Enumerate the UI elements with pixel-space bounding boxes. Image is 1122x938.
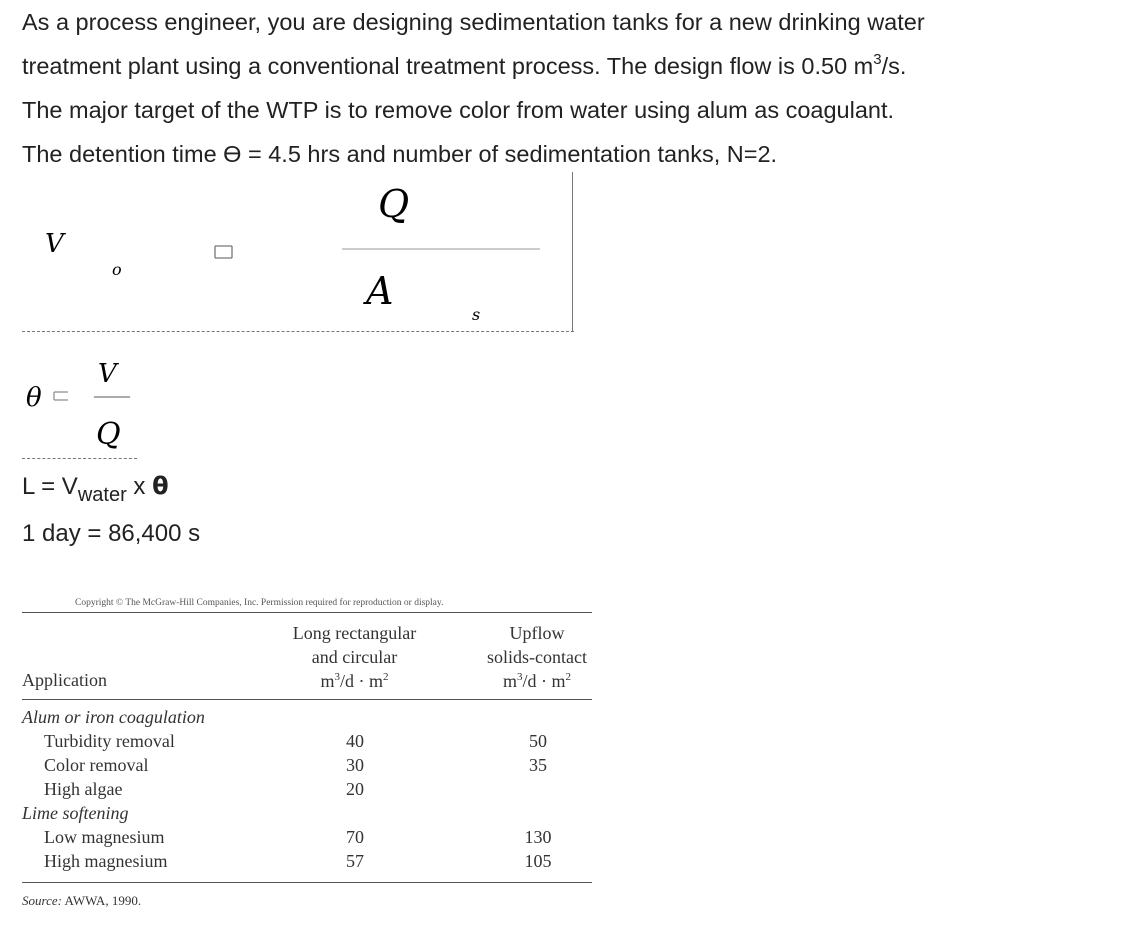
eq2-bottom-border (22, 458, 137, 459)
col2-unit-base: m (320, 671, 335, 691)
row-value-upflow: 50 (529, 731, 547, 751)
eq2-denominator-q: Q (96, 417, 121, 452)
col2-unit-mid: /d · m (340, 671, 383, 691)
table-row (22, 755, 592, 779)
col3-header-line2: solids-contact (487, 647, 587, 667)
col-header-long-rectangular (272, 621, 437, 693)
table-source (22, 893, 141, 909)
source-label: Source: (22, 893, 62, 908)
table-row (22, 707, 592, 731)
col2-header-line2: and circular (311, 647, 398, 667)
eq1-v-symbol: V (45, 229, 64, 259)
table-row (22, 827, 592, 851)
col3-unit-sup: 3 (517, 671, 523, 683)
col3-unit-base: m (502, 671, 517, 691)
overflow-equation-graphic (22, 172, 574, 332)
row-value-upflow: 130 (524, 827, 552, 847)
col2-unit-sup2: 2 (383, 671, 389, 683)
length-formula-subscript: water (77, 484, 127, 506)
col-header-application: Application (22, 670, 107, 690)
source-text: AWWA, 1990. (61, 893, 142, 908)
eq2-numerator-v: V (98, 359, 117, 389)
row-label: High magnesium (44, 851, 168, 871)
problem-line-2-text: treatment plant using a conventional treatment process. The design flow is 0.50 m (22, 53, 874, 79)
col2-header-line1: Long rectangular (292, 623, 417, 643)
col3-header-line1: Upflow (509, 623, 565, 643)
eq2-equals-sign (54, 392, 68, 400)
row-value-upflow: 35 (529, 755, 547, 775)
col2-header-unit (272, 669, 437, 693)
row-value-long-rectangular: 30 (346, 755, 364, 775)
col3-unit-mid: /d · m (522, 671, 566, 691)
length-formula-theta: θ (152, 472, 169, 500)
eq1-v-subscript: o (112, 260, 122, 279)
row-value-upflow: 105 (524, 851, 552, 871)
row-label: Color removal (44, 755, 149, 775)
col-header-upflow (467, 621, 607, 693)
table-header-rule (22, 699, 592, 700)
table-top-rule (22, 612, 592, 613)
row-category-label: Alum or iron coagulation (22, 707, 205, 727)
problem-line-4: The detention time ϴ = 4.5 hrs and number of sedimentation tanks, N=2. (22, 141, 778, 167)
row-label: Low magnesium (44, 827, 165, 847)
length-formula (22, 472, 169, 506)
detention-equation-graphic (22, 340, 137, 460)
day-conversion: 1 day = 86,400 s (22, 520, 201, 547)
row-value-long-rectangular: 57 (346, 851, 364, 871)
problem-line-3: The major target of the WTP is to remove color from water using alum as coagulant. (22, 97, 895, 123)
eq1-numerator-q: Q (378, 182, 410, 226)
row-category-label: Lime softening (22, 803, 129, 823)
table-row (22, 731, 592, 755)
overflow-rate-equation (22, 172, 574, 332)
row-value-long-rectangular: 40 (346, 731, 364, 751)
problem-line-2-unit: /s. (881, 53, 907, 79)
row-label: High algae (44, 779, 123, 799)
eq1-equals-sign (215, 246, 232, 258)
problem-line-2 (22, 44, 1117, 88)
table-copyright: Copyright © The McGraw-Hill Companies, Inc. Permission required for reproduction or display. (75, 598, 444, 608)
table-row (22, 779, 592, 803)
row-label: Turbidity removal (44, 731, 175, 751)
row-value-long-rectangular: 20 (346, 779, 364, 799)
length-formula-lhs: L = V (22, 473, 78, 500)
table-bottom-rule (22, 882, 592, 883)
table-row (22, 803, 592, 827)
eq1-bottom-border (22, 331, 574, 332)
cubed-superscript: 3 (873, 51, 882, 68)
eq1-right-border (572, 172, 573, 332)
length-formula-times: x (126, 473, 153, 500)
col3-unit-sup2: 2 (565, 671, 571, 683)
col2-unit-sup: 3 (334, 671, 340, 683)
eq2-theta: θ (26, 383, 42, 413)
table-row (22, 851, 592, 875)
row-value-long-rectangular: 70 (346, 827, 364, 847)
eq1-denominator-a: A (366, 269, 394, 313)
problem-line-1: As a process engineer, you are designing sedimentation tanks for a new drinking water (22, 9, 925, 35)
eq1-denominator-subscript: s (472, 305, 481, 324)
problem-statement (22, 0, 1117, 176)
col3-header-unit (467, 669, 607, 693)
detention-time-equation (22, 340, 137, 460)
